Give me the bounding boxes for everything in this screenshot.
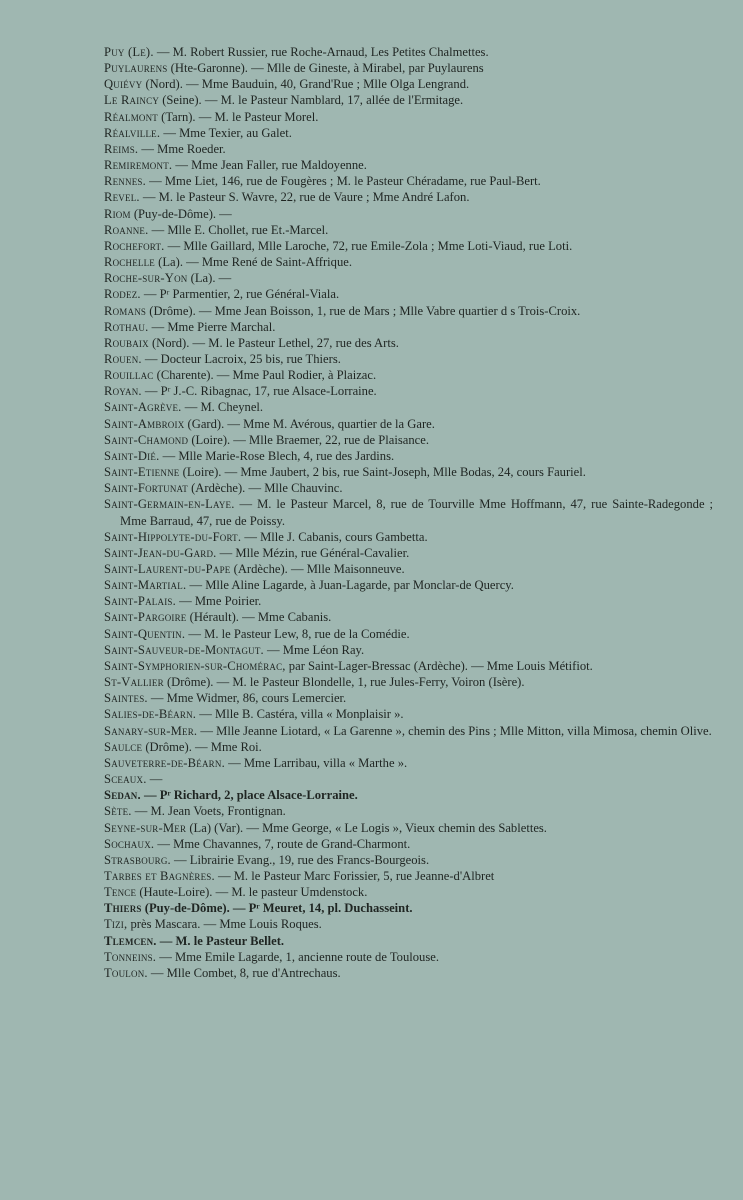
directory-entry bbox=[104, 157, 713, 173]
directory-entry bbox=[104, 933, 713, 949]
entry-place: Rochefort. bbox=[104, 238, 165, 253]
directory-entry bbox=[104, 609, 713, 625]
entry-place: Rennes. bbox=[104, 174, 146, 189]
entry-place: Roubaix bbox=[104, 335, 149, 350]
directory-entry bbox=[104, 270, 713, 286]
entry-place: Le Raincy bbox=[104, 93, 160, 108]
directory-entry bbox=[104, 319, 713, 335]
entry-place: Saint-Martial. bbox=[104, 578, 187, 593]
entry-details: (Charente). — Mme Paul Rodier, à Plaizac. bbox=[153, 368, 377, 383]
directory-entry bbox=[104, 173, 713, 189]
directory-entry bbox=[104, 367, 713, 383]
entry-details: — Mme Poirier. bbox=[175, 594, 262, 609]
entry-place: Sauveterre-de-Béarn. bbox=[104, 755, 225, 770]
entry-details: (La). — bbox=[187, 271, 232, 286]
entry-place: Saint-Hippolyte-du-Fort. bbox=[104, 529, 242, 544]
directory-entry bbox=[104, 383, 713, 399]
entry-details: (Drôme). — Mme Roi. bbox=[142, 739, 262, 754]
entry-details: (Hte-Garonne). — Mlle de Gineste, à Mirabel, par Puylaurens bbox=[167, 61, 484, 76]
entry-place: Revel. bbox=[104, 190, 140, 205]
entry-place: Rodez. bbox=[104, 287, 141, 302]
entry-place: Reims. bbox=[104, 141, 139, 156]
entry-place: Toulon. bbox=[104, 965, 148, 980]
entry-place: Puy (Le). bbox=[104, 45, 154, 59]
entry-place: Rouen. bbox=[104, 351, 142, 366]
entry-details: (La). — Mme René de Saint-Affrique. bbox=[155, 255, 353, 270]
entry-details: — Docteur Lacroix, 25 bis, rue Thiers. bbox=[141, 351, 341, 366]
directory-entry bbox=[104, 755, 713, 771]
entry-place: Tonneins. bbox=[104, 949, 157, 964]
entry-list bbox=[104, 44, 713, 981]
entry-place: Saint-Symphorien-sur-Chomérac, bbox=[104, 658, 286, 673]
entry-details: — Mme Roeder. bbox=[138, 141, 226, 156]
directory-entry bbox=[104, 723, 713, 739]
entry-details: — Librairie Evang., 19, rue des Francs-Bourgeois. bbox=[170, 852, 430, 867]
directory-entry bbox=[104, 965, 713, 981]
entry-place: Riom bbox=[104, 206, 131, 221]
entry-details: (Loire). — Mlle Braemer, 22, rue de Plaisance. bbox=[188, 432, 429, 447]
directory-entry bbox=[104, 238, 713, 254]
directory-entry bbox=[104, 820, 713, 836]
entry-details: (Nord). — M. le Pasteur Lethel, 27, rue des Arts. bbox=[148, 335, 399, 350]
entry-place: Saint-Germain-en-Laye. bbox=[104, 497, 235, 512]
directory-entry bbox=[104, 335, 713, 351]
entry-details: — M. Jean Voets, Frontignan. bbox=[131, 804, 286, 819]
entry-place: Roche-sur-Yon bbox=[104, 271, 188, 286]
directory-entry bbox=[104, 529, 713, 545]
entry-details: (Nord). — Mme Bauduin, 40, Grand'Rue ; Mlle Olga Lengrand. bbox=[142, 77, 470, 92]
entry-place: Saintes. bbox=[104, 691, 148, 706]
entry-place: Tizi, bbox=[104, 917, 128, 932]
directory-entry bbox=[104, 803, 713, 819]
entry-details: (Puy-de-Dôme). — bbox=[130, 206, 232, 221]
entry-details: — Mlle J. Cabanis, cours Gambetta. bbox=[241, 529, 428, 544]
entry-details: — Mme Texier, au Galet. bbox=[160, 125, 292, 140]
entry-details: — Mme Larribau, villa « Marthe ». bbox=[224, 755, 408, 770]
entry-details: — Mlle B. Castéra, villa « Monplaisir ». bbox=[196, 707, 404, 722]
entry-details: — Mme Chavannes, 7, route de Grand-Charmont. bbox=[154, 836, 411, 851]
entry-details: — Mme Emile Lagarde, 1, ancienne route de Toulouse. bbox=[156, 949, 439, 964]
directory-entry bbox=[104, 706, 713, 722]
entry-place: Quiévy bbox=[104, 77, 143, 92]
entry-details: — Mlle Combet, 8, rue d'Antrechaus. bbox=[147, 965, 341, 980]
entry-place: Réalville. bbox=[104, 125, 161, 140]
directory-entry bbox=[104, 432, 713, 448]
entry-details: — Pʳ J.-C. Ribagnac, 17, rue Alsace-Lorraine. bbox=[141, 384, 377, 399]
directory-entry bbox=[104, 836, 713, 852]
entry-details: (Gard). — Mme M. Avérous, quartier de la Gare. bbox=[184, 416, 435, 431]
directory-entry bbox=[104, 593, 713, 609]
entry-details: — M. Robert Russier, rue Roche-Arnaud, Les Petites Chalmettes. bbox=[153, 45, 489, 59]
entry-place: Puylaurens bbox=[104, 61, 168, 76]
directory-entry bbox=[104, 480, 713, 496]
entry-place: Saint-Laurent-du-Pape bbox=[104, 562, 231, 576]
directory-entry bbox=[104, 92, 713, 108]
entry-place: Royan. bbox=[104, 384, 142, 399]
entry-details: (Seine). — M. le Pasteur Namblard, 17, allée de l'Ermitage. bbox=[159, 93, 464, 108]
directory-entry bbox=[104, 674, 713, 690]
entry-place: Saint-Pargoire bbox=[104, 610, 187, 625]
directory-entry bbox=[104, 884, 713, 900]
directory-entry bbox=[104, 949, 713, 965]
entry-place: Roanne. bbox=[104, 222, 149, 237]
directory-entry bbox=[104, 189, 713, 205]
entry-place: Sceaux. bbox=[104, 772, 147, 787]
entry-place: Salies-de-Béarn. bbox=[104, 707, 197, 722]
entry-details: — Mlle Jeanne Liotard, « La Garenne », chemin des Pins ; Mlle Mitton, villa Mimosa, chemin Olive. bbox=[197, 723, 712, 738]
entry-place: Tlemcen. bbox=[104, 933, 157, 948]
directory-entry bbox=[104, 206, 713, 222]
directory-entry bbox=[104, 76, 713, 92]
entry-place: Saint-Sauveur-de-Montagut. bbox=[104, 642, 264, 657]
entry-details: par Saint-Lager-Bressac (Ardèche). — Mme Louis Métifiot. bbox=[285, 658, 593, 673]
entry-place: Rouillac bbox=[104, 368, 154, 383]
directory-entry bbox=[104, 852, 713, 868]
entry-details: — M. le Pasteur Lew, 8, rue de la Comédie. bbox=[185, 626, 410, 641]
directory-entry bbox=[104, 496, 713, 528]
entry-place: Sedan. bbox=[104, 788, 141, 803]
directory-entry bbox=[104, 222, 713, 238]
directory-entry bbox=[104, 109, 713, 125]
entry-details: (Hérault). — Mme Cabanis. bbox=[186, 610, 332, 625]
directory-entry bbox=[104, 900, 713, 916]
entry-place: Sanary-sur-Mer. bbox=[104, 723, 198, 738]
entry-details: (Ardèche). — Mlle Chauvinc. bbox=[187, 481, 343, 496]
entry-details: — Mme Liet, 146, rue de Fougères ; M. le Pasteur Chéradame, rue Paul-Bert. bbox=[145, 174, 541, 189]
directory-entry bbox=[104, 125, 713, 141]
entry-place: Réalmont bbox=[104, 109, 158, 124]
entry-place: Saint-Etienne bbox=[104, 465, 180, 480]
directory-entry bbox=[104, 286, 713, 302]
entry-details: (Drôme). — M. le Pasteur Blondelle, 1, rue Jules-Ferry, Voiron (Isère). bbox=[163, 675, 525, 690]
entry-place: Seyne-sur-Mer bbox=[104, 820, 187, 835]
entry-details: — bbox=[146, 772, 163, 787]
entry-place: Tence bbox=[104, 885, 137, 900]
directory-entry bbox=[104, 448, 713, 464]
entry-place: Saint-Jean-du-Gard. bbox=[104, 545, 217, 560]
entry-details: — M. le Pasteur Marc Forissier, 5, rue Jeanne-d'Albret bbox=[214, 868, 495, 883]
entry-details: — Mlle Mézin, rue Général-Cavalier. bbox=[216, 545, 410, 560]
entry-details: — M. Cheynel. bbox=[181, 400, 264, 415]
entry-details: — Mlle E. Chollet, rue Et.-Marcel. bbox=[148, 222, 329, 237]
directory-entry bbox=[104, 254, 713, 270]
directory-entry bbox=[104, 60, 713, 76]
directory-entry bbox=[104, 658, 713, 674]
entry-place: Saint-Fortunat bbox=[104, 481, 188, 496]
entry-details: (Loire). — Mme Jaubert, 2 bis, rue Saint-Joseph, Mlle Bodas, 24, cours Fauriel. bbox=[179, 465, 586, 480]
entry-details: — M. le Pasteur S. Wavre, 22, rue de Vaure ; Mme André Lafon. bbox=[139, 190, 470, 205]
directory-entry bbox=[104, 545, 713, 561]
entry-place: Sète. bbox=[104, 804, 132, 819]
directory-entry bbox=[104, 868, 713, 884]
entry-details: — Pʳ Parmentier, 2, rue Général-Viala. bbox=[140, 287, 340, 302]
entry-details: — Mme Léon Ray. bbox=[263, 642, 365, 657]
entry-place: Saint-Agrève. bbox=[104, 400, 182, 415]
entry-place: Thiers bbox=[104, 901, 142, 916]
entry-details: — Mme Jean Faller, rue Maldoyenne. bbox=[172, 158, 367, 173]
entry-place: Rothau. bbox=[104, 319, 149, 334]
entry-place: Saint-Dié. bbox=[104, 448, 160, 463]
entry-place: Strasbourg. bbox=[104, 852, 171, 867]
entry-details: — Mlle Marie-Rose Blech, 4, rue des Jardins. bbox=[159, 448, 395, 463]
entry-place: Saint-Ambroix bbox=[104, 416, 185, 431]
entry-place: Sochaux. bbox=[104, 836, 155, 851]
directory-entry bbox=[104, 690, 713, 706]
entry-details: (La) (Var). — Mme George, « Le Logis », Vieux chemin des Sablettes. bbox=[186, 820, 547, 835]
directory-entry bbox=[104, 916, 713, 932]
entry-place: Remiremont. bbox=[104, 158, 173, 173]
entry-details: (Tarn). — M. le Pasteur Morel. bbox=[158, 109, 319, 124]
entry-details: — Mme Widmer, 86, cours Lemercier. bbox=[147, 691, 347, 706]
entry-place: Saint-Quentin. bbox=[104, 626, 186, 641]
directory-entry bbox=[104, 771, 713, 787]
entry-place: Saint-Palais. bbox=[104, 594, 176, 609]
entry-details: (Drôme). — Mme Jean Boisson, 1, rue de Mars ; Mlle Vabre quartier d s Trois-Croix. bbox=[146, 303, 581, 318]
directory-entry bbox=[104, 577, 713, 593]
entry-place: Rochelle bbox=[104, 255, 155, 270]
directory-entry bbox=[104, 464, 713, 480]
entry-details: près Mascara. — Mme Louis Roques. bbox=[127, 917, 322, 932]
directory-entry bbox=[104, 416, 713, 432]
entry-details: — M. le Pasteur Bellet. bbox=[156, 933, 285, 948]
directory-entry bbox=[104, 561, 713, 577]
entry-details: — Mme Pierre Marchal. bbox=[148, 319, 276, 334]
entry-details: — Mlle Aline Lagarde, à Juan-Lagarde, par Monclar-de Quercy. bbox=[186, 578, 514, 593]
directory-entry bbox=[104, 642, 713, 658]
entry-place: Romans bbox=[104, 303, 147, 318]
entry-place: Saulce bbox=[104, 739, 143, 754]
directory-entry bbox=[104, 303, 713, 319]
entry-place: Tarbes et Bagnères. bbox=[104, 868, 215, 883]
entry-details: — Mlle Gaillard, Mlle Laroche, 72, rue Emile-Zola ; Mme Loti-Viaud, rue Loti. bbox=[164, 238, 573, 253]
directory-entry bbox=[104, 141, 713, 157]
directory-entry bbox=[104, 739, 713, 755]
directory-entry bbox=[104, 787, 713, 803]
entry-details: (Puy-de-Dôme). — Pʳ Meuret, 14, pl. Duchasseint. bbox=[141, 901, 413, 916]
entry-details: (Ardèche). — Mlle Maisonneuve. bbox=[230, 562, 405, 576]
entry-details: — Pʳ Richard, 2, place Alsace-Lorraine. bbox=[140, 788, 358, 803]
directory-entry bbox=[104, 626, 713, 642]
directory-entry bbox=[104, 351, 713, 367]
entry-details: — M. le Pasteur Marcel, 8, rue de Tourville Mme Hoffmann, 47, rue Sainte-Radegonde ; Mme Barraud, 47, rue de Poissy. bbox=[120, 497, 713, 528]
directory-entry bbox=[104, 44, 713, 60]
entry-place: St-Vallier bbox=[104, 675, 164, 690]
directory-entry bbox=[104, 399, 713, 415]
entry-details: (Haute-Loire). — M. le pasteur Umdenstock. bbox=[136, 885, 368, 900]
entry-place: Saint-Chamond bbox=[104, 432, 189, 447]
